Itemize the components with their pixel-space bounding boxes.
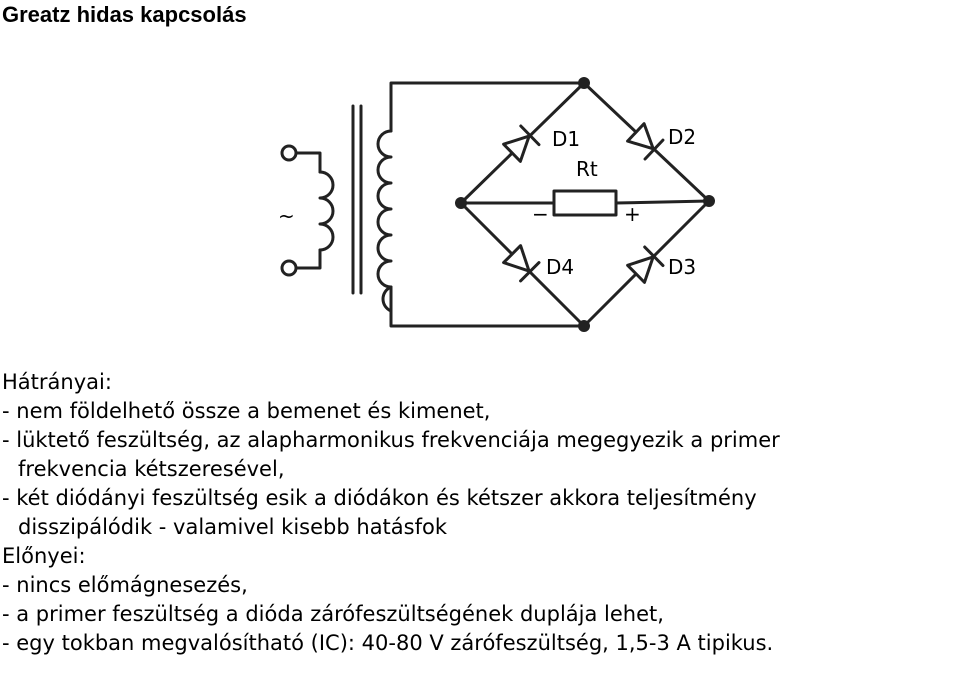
- label-d2: D2: [668, 125, 697, 149]
- primary-coil: [320, 172, 333, 250]
- advantage-line: - a primer feszültség a dióda zárófeszültségének duplája lehet,: [2, 602, 664, 626]
- label-rt: Rt: [576, 157, 598, 181]
- junction-bottom: [578, 320, 590, 332]
- secondary-wire-top: [391, 83, 584, 131]
- page-title: Greatz hidas kapcsolás: [2, 2, 247, 27]
- circuit-svg: [256, 38, 746, 358]
- label-d4: D4: [546, 255, 575, 279]
- disadvantage-line: disszipálódik - valamivel kisebb hatásfok: [18, 515, 448, 539]
- junction-left: [455, 197, 467, 209]
- disadvantage-line: - két diódányi feszültség esik a diódákon és kétszer akkora teljesítmény: [2, 486, 757, 510]
- disadvantage-line: frekvencia kétszeresével,: [18, 457, 285, 481]
- disadvantage-line: - nem földelhető össze a bemenet és kimenet,: [2, 399, 491, 423]
- advantages-heading: Előnyei:: [2, 544, 86, 568]
- primary-wire-top: [296, 153, 320, 172]
- polarity-plus: +: [624, 202, 641, 226]
- junction-top: [578, 77, 590, 89]
- ac-symbol: ~: [278, 204, 295, 228]
- label-d3: D3: [668, 255, 697, 279]
- input-terminal-top: [282, 146, 296, 160]
- input-terminal-bottom: [282, 261, 296, 275]
- body-text: [2, 368, 958, 658]
- advantage-line: - nincs előmágnesezés,: [2, 573, 248, 597]
- label-d1: D1: [552, 127, 581, 151]
- junction-right: [703, 195, 715, 207]
- disadvantages-heading: Hátrányai:: [2, 370, 112, 394]
- secondary-coil: [378, 131, 391, 311]
- bridge-rectifier-diagram: [256, 38, 746, 358]
- primary-wire-bottom: [296, 250, 320, 268]
- secondary-wire-bottom: [391, 287, 584, 326]
- polarity-minus: −: [532, 202, 549, 226]
- resistor-rt: [554, 191, 616, 215]
- advantage-line: - egy tokban megvalósítható (IC): 40-80 V zárófeszültség, 1,5-3 A tipikus.: [2, 631, 774, 655]
- disadvantage-line: - lüktető feszültség, az alapharmonikus frekvenciája megegyezik a primer: [2, 428, 780, 452]
